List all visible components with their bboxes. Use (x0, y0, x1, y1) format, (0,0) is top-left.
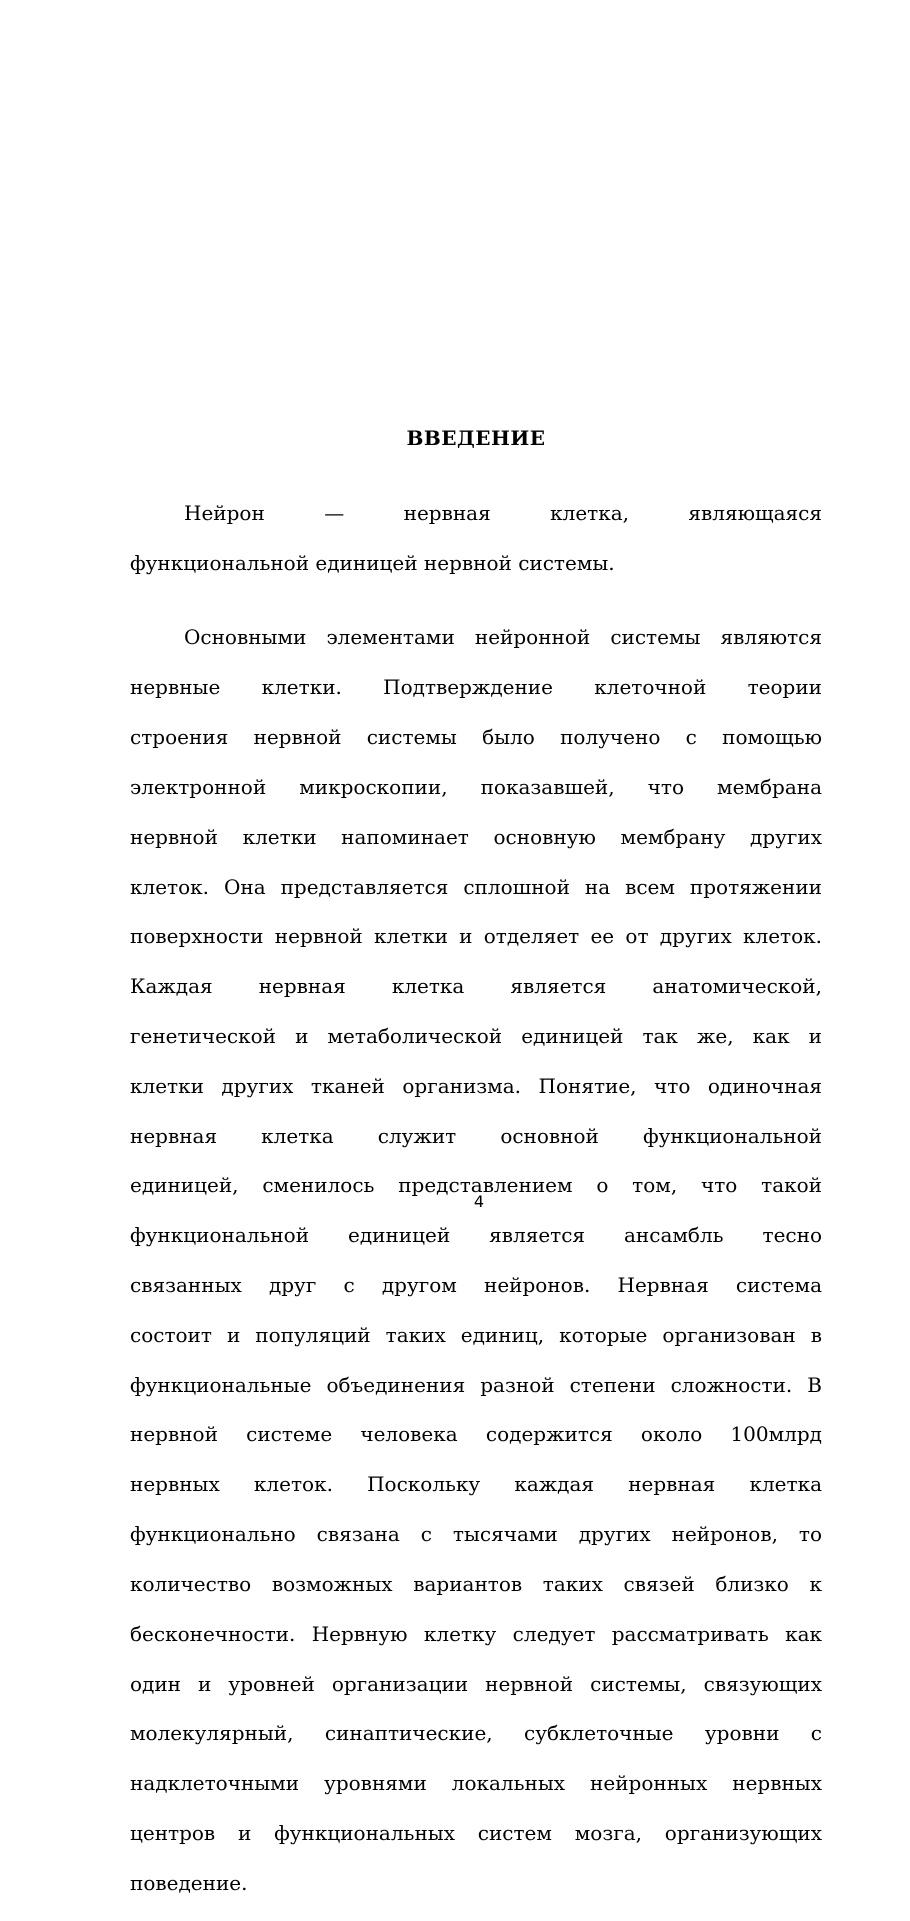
text-line: связанных друг с другом нейронов. Нервная система (130, 1273, 822, 1297)
text-line: нервной системе человека содержится около 100млрд (130, 1422, 822, 1447)
text-line: единицей, сменилось представлением о том, что такой (130, 1173, 822, 1198)
text-line: бесконечности. Нервную клетку следует рассматривать как (130, 1621, 822, 1646)
text-line: электронной микроскопии, показавшей, что мембрана (130, 774, 822, 799)
text-line: поверхности нервной клетки и отделяет ее от других клеток. (130, 924, 822, 949)
text-line: нервные клетки. Подтверждение клеточной теории (130, 675, 822, 700)
text-line: количество возможных вариантов таких связей близко к (130, 1571, 822, 1596)
text-line: строения нервной системы было получено с помощью (130, 725, 822, 750)
text-line: функциональной единицей является ансамбль тесно (130, 1223, 822, 1248)
page-title: ВВЕДЕНИЕ (406, 426, 546, 450)
text-line: надклеточными уровнями локальных нейронных нервных (130, 1771, 822, 1796)
text-line: функциональной единицей нервной системы. (130, 550, 615, 575)
text-line: нервной клетки напоминает основную мембрану других (130, 824, 822, 849)
text-line: состоит и популяций таких единиц, которые организован в (130, 1322, 822, 1347)
paragraph-2 (130, 601, 822, 1921)
page-number: 4 (473, 1192, 485, 1211)
text-line: Основными элементами нейронной системы являются (184, 625, 822, 650)
text-line: один и уровней организации нервной системы, связующих (130, 1671, 822, 1696)
text-line: Каждая нервная клетка является анатомической, (130, 974, 822, 999)
text-line: нервных клеток. Поскольку каждая нервная клетка (130, 1472, 822, 1497)
text-line: нервная клетка служит основной функциональной (130, 1123, 822, 1148)
text-line: центров и функциональных систем мозга, организующих (130, 1820, 822, 1845)
text-line: функциональные объединения разной степени сложности. В (130, 1372, 822, 1397)
text-line: генетической и метаболической единицей так же, как и (130, 1023, 822, 1048)
text-line: Нейрон — нервная клетка, являющаяся (184, 500, 822, 525)
text-line: клеток. Она представляется сплошной на всем протяжении (130, 874, 822, 899)
text-line: поведение. (130, 1870, 248, 1895)
text-line: молекулярный, синаптические, субклеточные уровни с (130, 1721, 822, 1746)
paragraph-1 (130, 476, 822, 601)
text-line: клетки других тканей организма. Понятие, что одиночная (130, 1073, 822, 1098)
text-line: функционально связана с тысячами других нейронов, то (130, 1522, 822, 1547)
